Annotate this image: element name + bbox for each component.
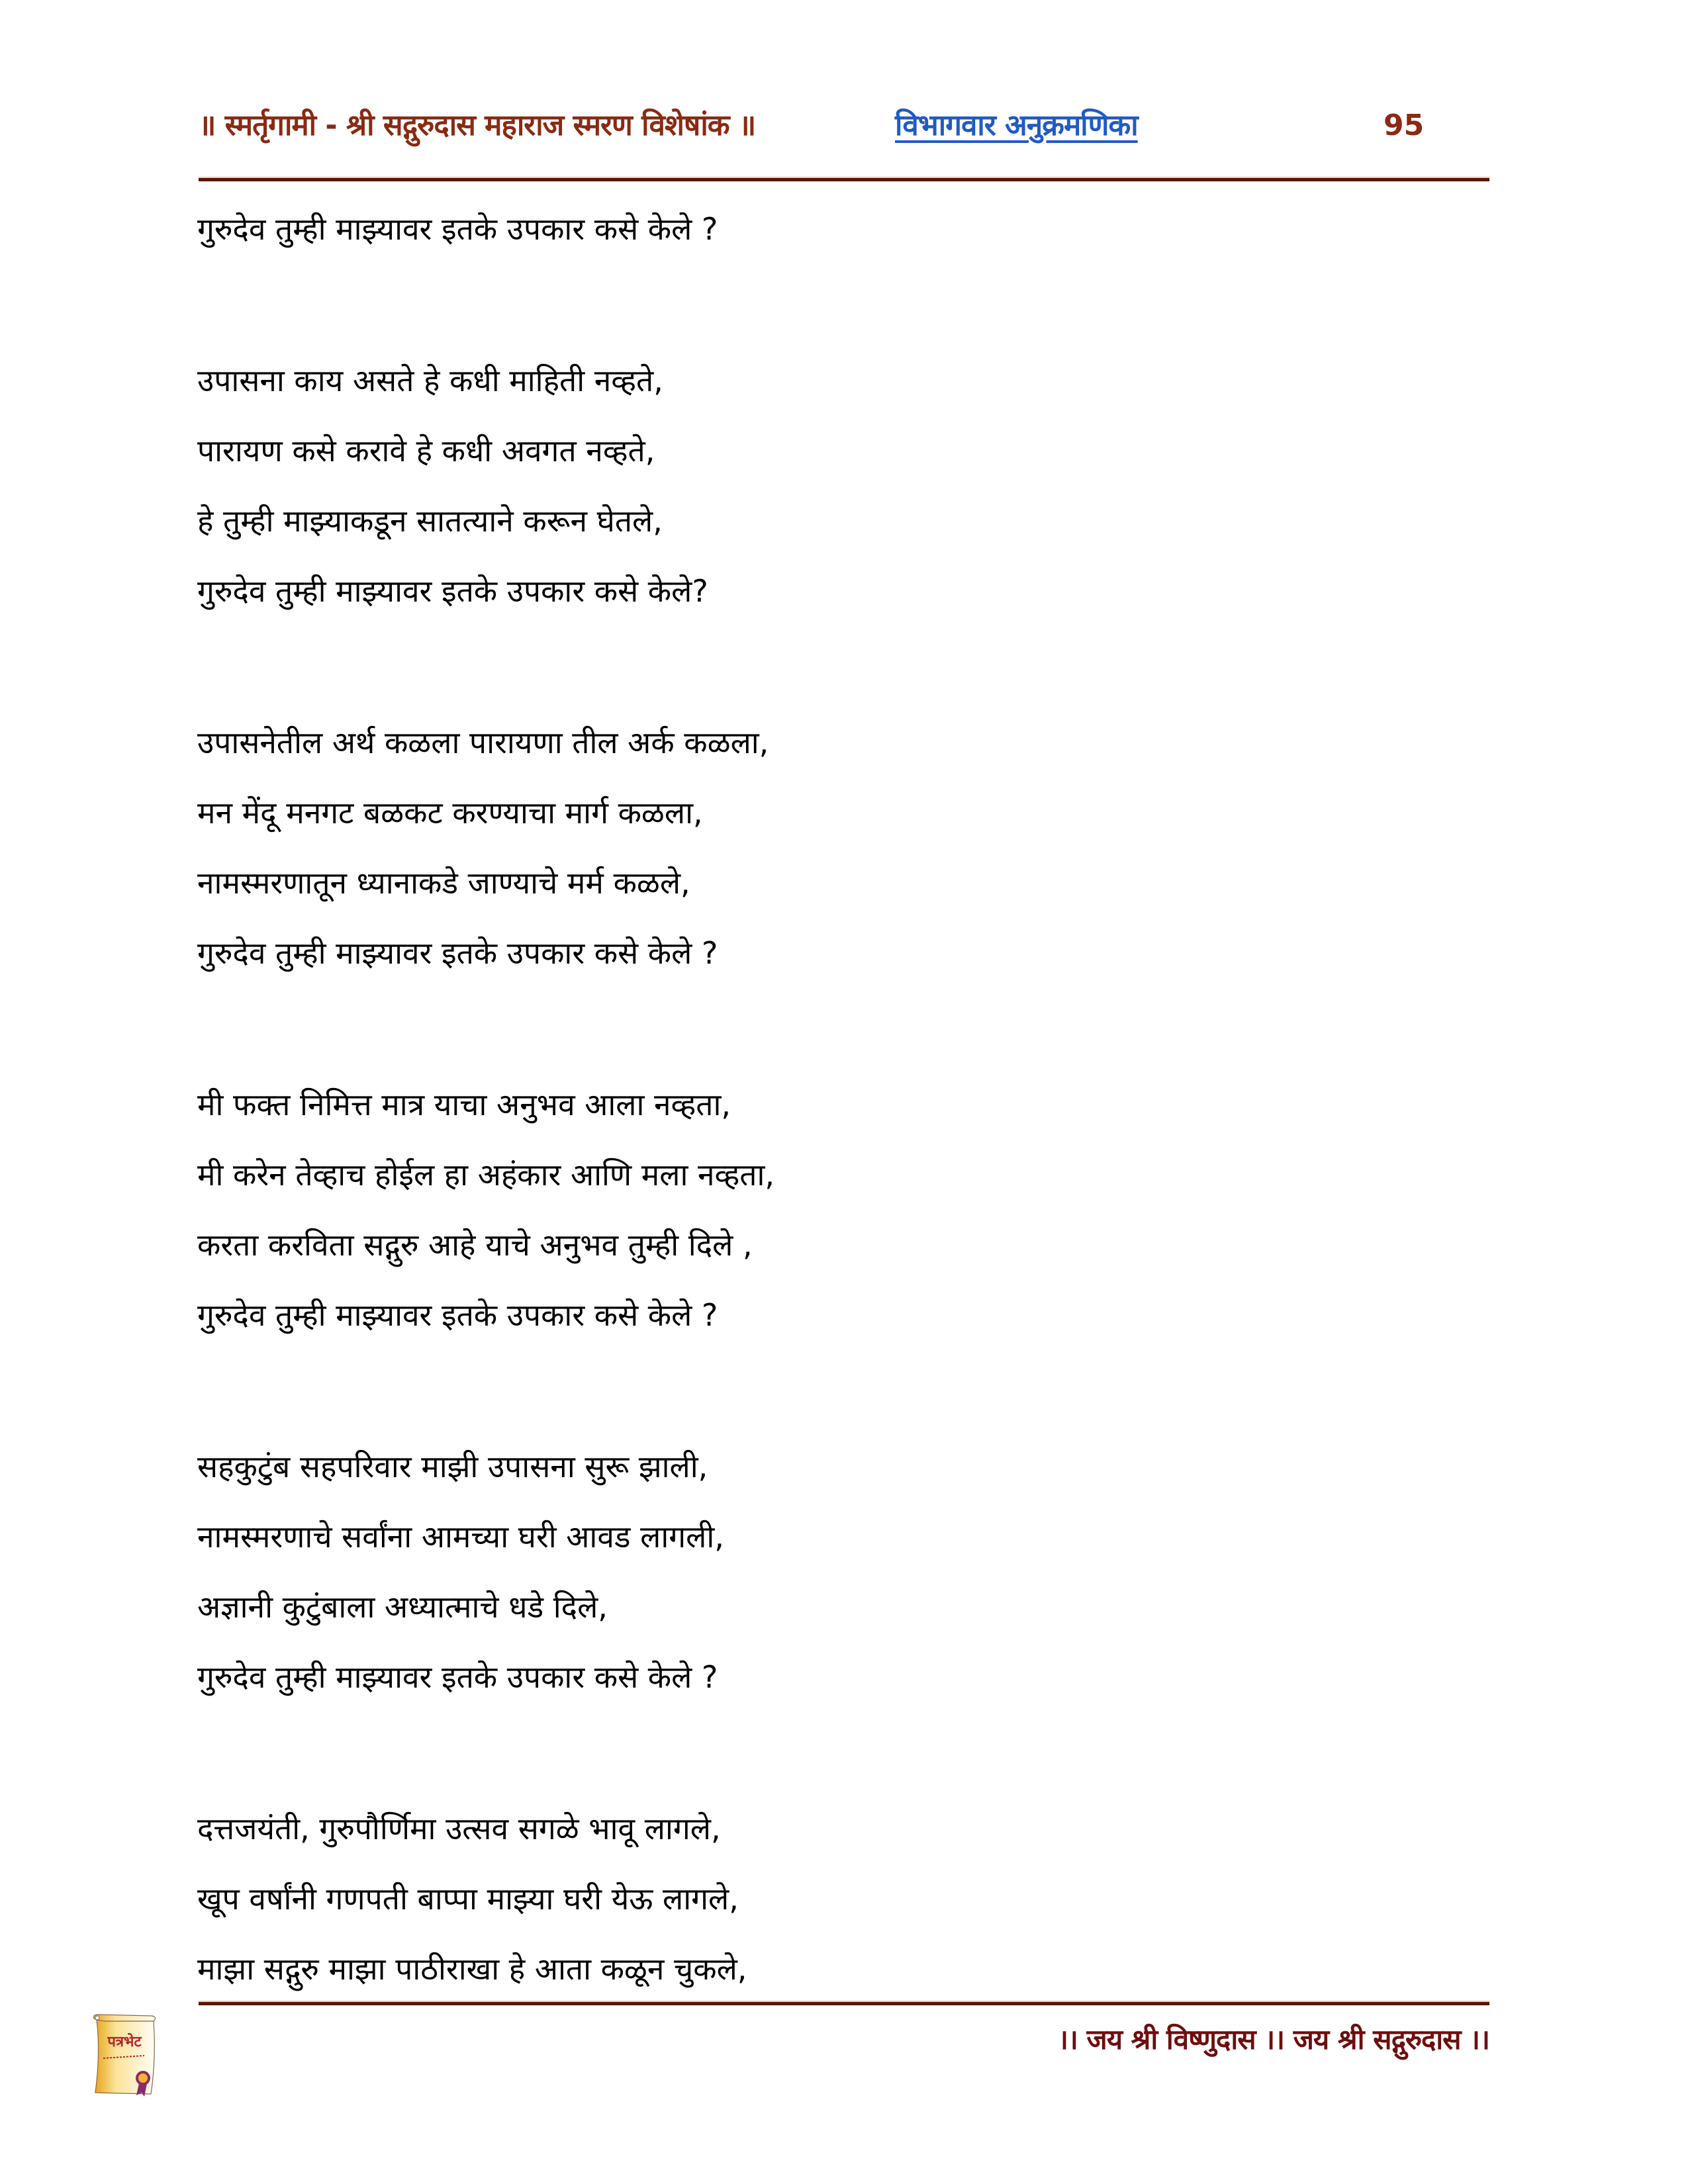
stanza-1 xyxy=(197,194,1488,264)
poem-line: पारायण कसे करावे हे कधी अवगत नव्हते, xyxy=(197,433,655,469)
poem-line: मी फक्त निमित्त मात्र याचा अनुभव आला नव्हता, xyxy=(197,1087,731,1122)
poem-line: गुरुदेव तुम्ही माझ्यावर इतके उपकार कसे केले? xyxy=(197,573,708,609)
magazine-title: ॥ स्मर्तृगामी - श्री सद्गुरुदास महाराज स्मरण विशेषांक ॥ xyxy=(199,109,756,142)
poem-line: सहकुटुंब सहपरिवार माझी उपासना सुरू झाली, xyxy=(197,1449,708,1484)
stanza-gap xyxy=(197,264,1488,345)
poem-line: मी करेन तेव्हाच होईल हा अहंकार आणि मला नव्हता, xyxy=(197,1157,775,1193)
svg-text:पत्रभेट: पत्रभेट xyxy=(107,2034,142,2050)
poem-line: नामस्मरणातून ध्यानाकडे जाण्याचे मर्म कळले, xyxy=(197,865,690,901)
section-index-link[interactable]: विभागवार अनुक्रमणिका xyxy=(895,109,1138,142)
footer-invocation: ।। जय श्री विष्णुदास ।। जय श्री सद्गुरुदास ।। xyxy=(1058,2023,1489,2056)
stanza-gap xyxy=(197,988,1488,1069)
stanza-gap xyxy=(197,1350,1488,1432)
poem-body xyxy=(197,194,1488,2004)
poem-line: खूप वर्षांनी गणपती बाप्पा माझ्या घरी येऊ लागले, xyxy=(197,1881,739,1917)
stanza-3 xyxy=(197,707,1488,988)
poem-line: गुरुदेव तुम्ही माझ्यावर इतके उपकार कसे केले ? xyxy=(197,1659,718,1695)
stanza-2 xyxy=(197,345,1488,626)
stanza-gap xyxy=(197,626,1488,707)
poem-line: नामस्मरणाचे सर्वांना आमच्या घरी आवड लागली, xyxy=(197,1519,724,1555)
page-number: 95 xyxy=(1383,109,1425,142)
poem-line: माझा सद्गुरु माझा पाठीराखा हे आता कळून चुकले, xyxy=(197,1951,747,1987)
stanza-6 xyxy=(197,1794,1488,2004)
poem-line: करता करविता सद्गुरु आहे याचे अनुभव तुम्ही दिले , xyxy=(197,1227,753,1263)
poem-line: गुरुदेव तुम्ही माझ्यावर इतके उपकार कसे केले ? xyxy=(197,935,718,971)
scroll-logo-icon xyxy=(87,2012,165,2098)
page-header xyxy=(199,99,1489,152)
poem-line: अज्ञानी कुटुंबाला अध्यात्माचे धडे दिले, xyxy=(197,1589,608,1625)
poem-line: गुरुदेव तुम्ही माझ्यावर इतके उपकार कसे केले ? xyxy=(197,211,718,247)
stanza-gap xyxy=(197,1712,1488,1794)
stanza-4 xyxy=(197,1069,1488,1350)
poem-line: मन मेंदू मनगट बळकट करण्याचा मार्ग कळला, xyxy=(197,795,703,831)
poem-line: दत्तजयंती, गुरुपौर्णिमा उत्सव सगळे भावू लागले, xyxy=(197,1811,721,1846)
footer-divider xyxy=(199,2002,1489,2005)
poem-line: उपासनेतील अर्थ कळला पारायणा तील अर्क कळला, xyxy=(197,725,769,760)
poem-line: हे तुम्ही माझ्याकडून सातत्याने करून घेतले, xyxy=(197,503,663,539)
poem-line: उपासना काय असते हे कधी माहिती नव्हते, xyxy=(197,363,663,398)
stanza-5 xyxy=(197,1432,1488,1712)
poem-line: गुरुदेव तुम्ही माझ्यावर इतके उपकार कसे केले ? xyxy=(197,1297,718,1333)
header-divider xyxy=(199,178,1489,181)
